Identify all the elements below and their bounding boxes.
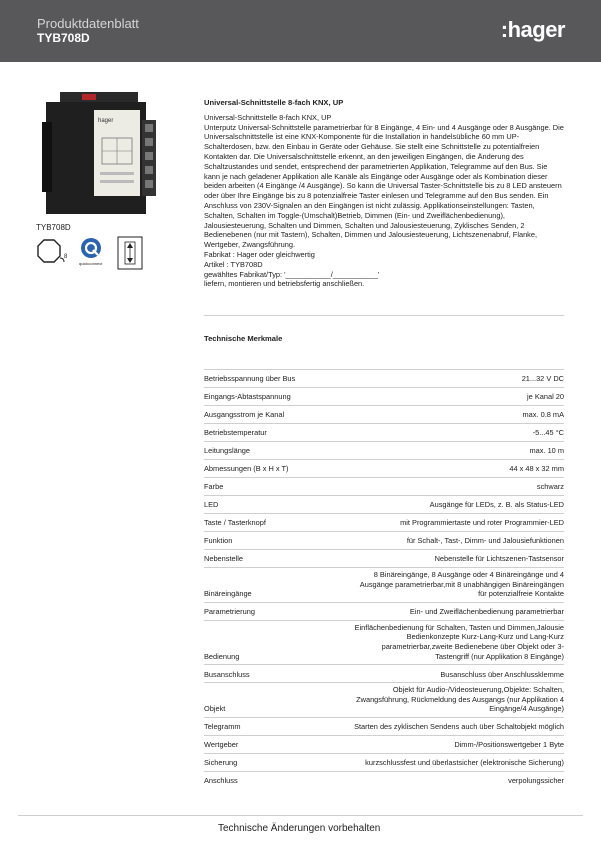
- page-header: [0, 0, 601, 62]
- spec-row: [204, 513, 564, 531]
- spec-label: Farbe: [204, 482, 224, 492]
- spec-row: [204, 620, 564, 664]
- spec-table: [204, 369, 564, 789]
- spec-row: [204, 735, 564, 753]
- spec-label: Anschluss: [204, 776, 238, 786]
- spec-label: Telegramm: [204, 722, 241, 732]
- hager-logo: :hager: [500, 17, 565, 42]
- quickconnect-label: quickconnect: [79, 261, 103, 266]
- spec-row: [204, 477, 564, 495]
- spec-value: mit Programmiertaste und roter Programmier-LED: [400, 518, 564, 528]
- spec-value: je Kanal 20: [527, 392, 564, 402]
- spec-row: [204, 387, 564, 405]
- spec-row: [204, 549, 564, 567]
- spec-value: 8 Binäreingänge, 8 Ausgänge oder 4 Binäreingänge und 4 Ausgänge parametrierbar,mit 8 unabhängigen Binäreingängen für potenzialfreie Kontakte: [359, 570, 564, 599]
- spec-row: [204, 567, 564, 602]
- footer-divider: [18, 815, 583, 816]
- spec-label: Betriebstemperatur: [204, 428, 267, 438]
- spec-label: Objekt: [204, 704, 226, 714]
- spec-value: Starten des zyklischen Sendens auch über Schaltobjekt möglich: [354, 722, 564, 732]
- footer-note: Technische Änderungen vorbehalten: [218, 823, 381, 834]
- spec-value: -5...45 °C: [532, 428, 564, 438]
- spec-value: Ein- und Zweiflächenbedienung parametrierbar: [409, 607, 564, 617]
- spec-row: [204, 753, 564, 771]
- flush-mount-icon: [118, 237, 142, 269]
- spec-value: kurzschlussfest und überlastsicher (elektronische Sicherung): [365, 758, 564, 768]
- spec-label: Sicherung: [204, 758, 238, 768]
- spec-row: [204, 664, 564, 682]
- spec-value: Objekt für Audio-/Videosteuerung,Objekte: Schalten, Zwangsführung, Rückmeldung des Ausgangs (nur Applikation 4 Eingänge/4 Ausgänge): [356, 685, 564, 714]
- spec-label: Bedienung: [204, 651, 240, 661]
- spec-value: Ausgänge für LEDs, z. B. als Status-LED: [429, 500, 564, 510]
- quickconnect-icon: [79, 238, 103, 266]
- spec-value: schwarz: [536, 482, 564, 492]
- spec-row: [204, 405, 564, 423]
- spec-row: [204, 682, 564, 717]
- spec-label: Ausgangsstrom je Kanal: [204, 410, 285, 420]
- spec-label: Taste / Tasterknopf: [204, 518, 266, 528]
- spec-label: Busanschluss: [204, 669, 250, 679]
- spec-label: Wertgeber: [204, 740, 239, 750]
- spec-row: [204, 459, 564, 477]
- spec-value: für Schalt-, Tast-, Dimm- und Jalousiefunktionen: [406, 536, 564, 546]
- device-brand-label: hager: [98, 118, 114, 124]
- feature-icons: [36, 236, 166, 276]
- spec-value: Dimm-/Positionswertgeber 1 Byte: [454, 740, 564, 750]
- spec-row: [204, 423, 564, 441]
- spec-value: 21...32 V DC: [521, 374, 564, 384]
- octagon-connector-icon: [38, 240, 68, 262]
- spec-value: Busanschluss über Anschlussklemme: [440, 669, 564, 679]
- spec-row: [204, 771, 564, 789]
- spec-label: Nebenstelle: [204, 554, 244, 564]
- spec-label: Abmessungen (B x H x T): [204, 464, 289, 474]
- spec-value: verpolungssicher: [508, 776, 564, 786]
- spec-row: [204, 531, 564, 549]
- product-image: [42, 92, 160, 217]
- spec-row: [204, 441, 564, 459]
- spec-value: 44 x 48 x 32 mm: [509, 464, 564, 474]
- spec-value: Nebenstelle für Lichtszenen-Tastsensor: [434, 554, 564, 564]
- spec-label: Eingangs-Abtastspannung: [204, 392, 291, 402]
- divider: [204, 315, 564, 316]
- spec-label: Binäreingänge: [204, 589, 252, 599]
- product-description: [204, 98, 564, 289]
- spec-value: Einflächenbedienung für Schalten, Tasten und Dimmen,Jalousie Bedienkonzepte Kurz-Lang-Kurz und Lang-Kurz parametrierbar,zweite Bedienebene über Objekt oder 3-Tastengriff (nur Applikation 8 Eingänge): [354, 622, 564, 661]
- spec-row: [204, 369, 564, 387]
- spec-label: Leitungslänge: [204, 446, 251, 456]
- spec-row: [204, 717, 564, 735]
- description-title: Universal-Schnittstelle 8-fach KNX, UP: [204, 98, 344, 107]
- product-code-label: TYB708D: [36, 223, 71, 232]
- description-body: Universal-Schnittstelle 8-fach KNX, UP Unterputz Universal-Schnittstelle parametrierbar für 8 Eingänge, 4 Ein- und 4 Ausgänge oder 8 Ausgänge. Die Universalschnittstelle ist eine KNX-Komponente für die Installation in handelsübliche 60 mm UP-Schalterdosen, bzw. den Einbau in Geräte oder Gehäuse. Sie stellt eine Schnittstelle zu potentialfreien Kontakten dar. Die Universalschnittstelle erkennt, an den jeweiligen Eingängen, die Änderung des Schaltzustandes und sendet, entsprechend der parametrierten Applikation, Telegramme auf den Bus. Sie kann je nach geladener Applikation alle Kanäle als Eingänge oder Ausgänge oder als Kombination dieser beiden arbeiten (4 Eingänge /4 Ausgänge). So kann die Universal Taster-Schnittstelle bis zu 8 LED ansteuern oder über Ihre Eingänge bis zu 8 potenzialfreie Taster einlesen und Telegramme auf den Bus senden. Ein Anschluss von 230V-Signalen an den Eingängen ist nicht zulässig. Applikationseinstellungen: Tasten, Schalten, Schalten im Toggle-(Umschalt)Betrieb, Dimmen (Ein- und Zweiflächenbedienung), Jalousiesteuerung, Schalten und Dimmen, Schalten und Jalousiesteuerung, Zyklisches Senden, 2 Bedienebenen (nur mit Tastern), Schalten, Dimmen und Jalousiesteuerung, Lichtszenenabruf, Flanke, Wertgeber, Zwangsführung. Fabrikat : Hager oder gleichwertig Artikel : TYB708D gewähltes Fabrikat/Typ: '___________/___________' liefern, montieren und betriebsfertig anschließen.: [204, 112, 564, 289]
- connector-count: 8: [64, 254, 68, 260]
- spec-label: Betriebsspannung über Bus: [204, 374, 296, 384]
- tech-section-title: Technische Merkmale: [204, 334, 283, 343]
- spec-value: max. 10 m: [529, 446, 564, 456]
- document-type: Produktdatenblatt: [37, 16, 139, 31]
- spec-row: [204, 602, 564, 620]
- spec-label: Funktion: [204, 536, 233, 546]
- product-code-title: TYB708D: [37, 31, 90, 45]
- spec-row: [204, 495, 564, 513]
- spec-label: Parametrierung: [204, 607, 255, 617]
- spec-label: LED: [204, 500, 219, 510]
- spec-value: max. 0.8 mA: [522, 410, 564, 420]
